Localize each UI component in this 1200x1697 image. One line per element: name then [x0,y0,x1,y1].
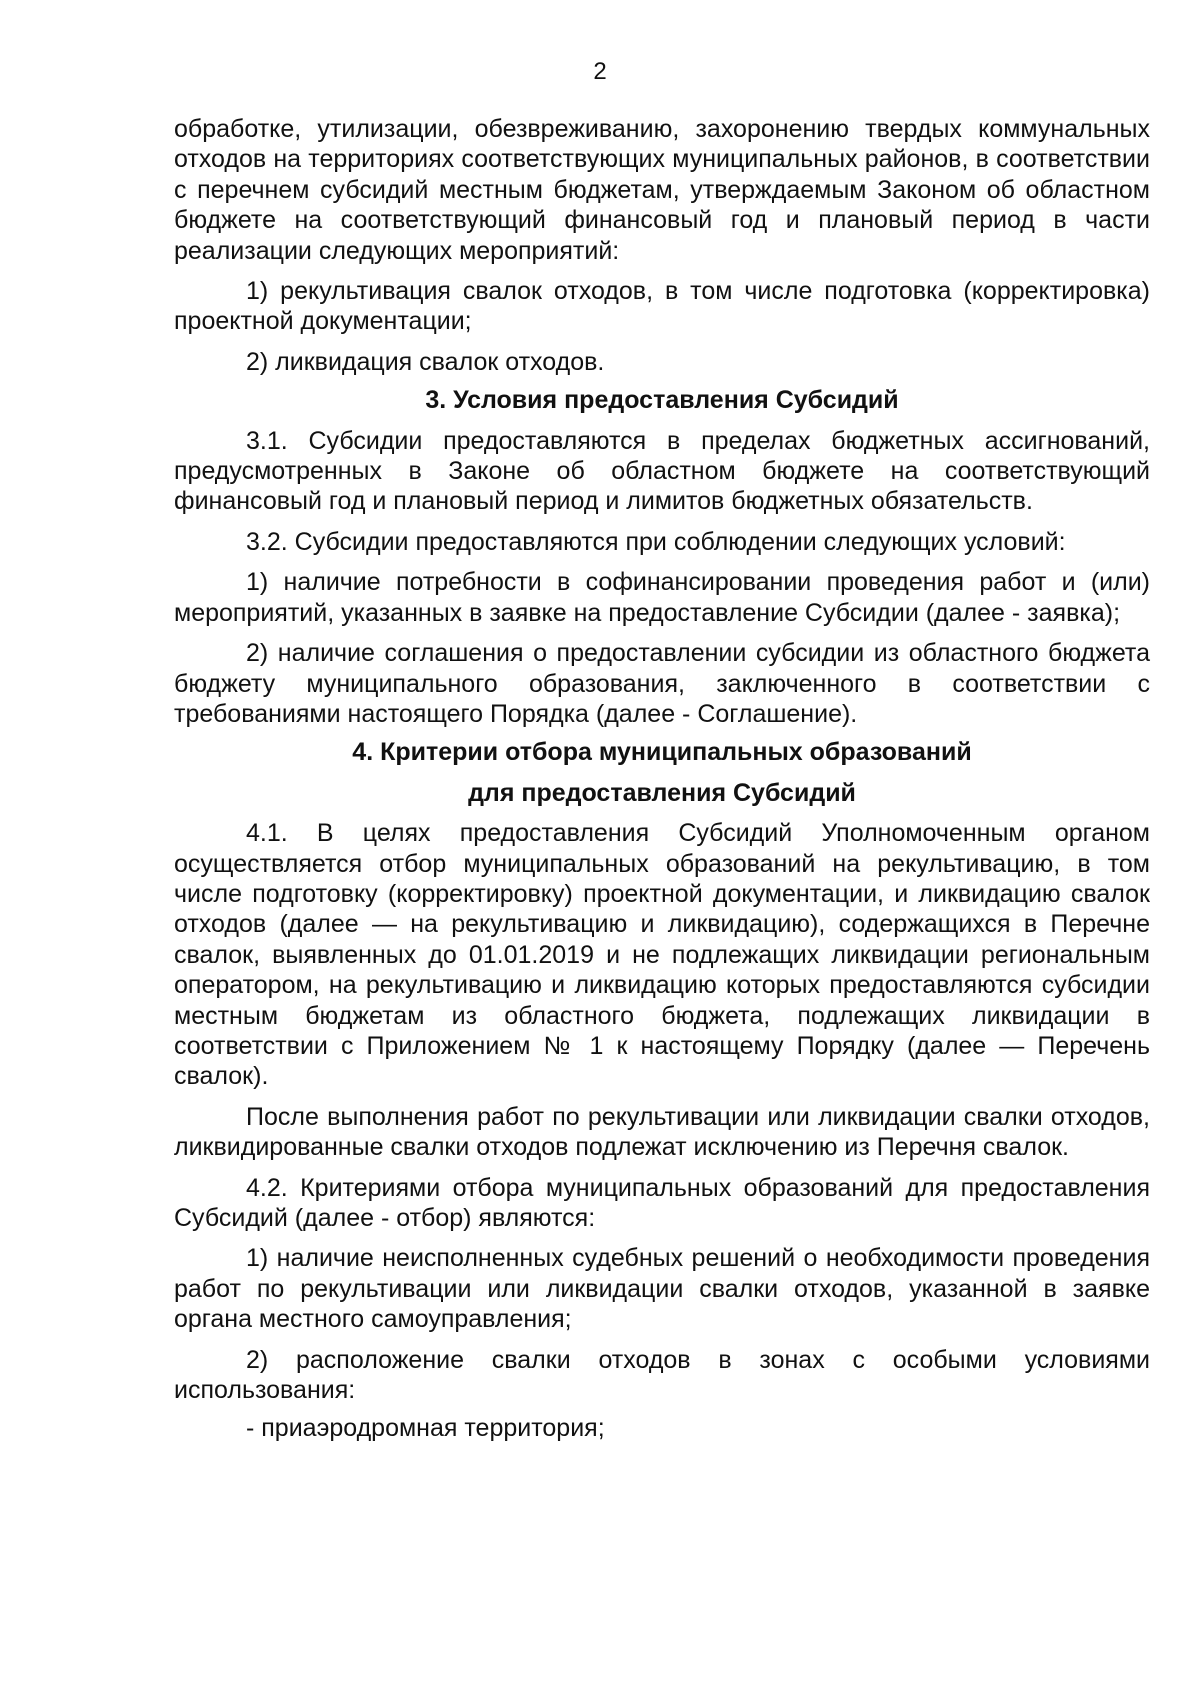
paragraph-condition-1: 1) наличие потребности в софинансировании проведения работ и (или) мероприятий, указанных в заявке на предоставление Субсидии (далее - заявка); [174,568,1150,627]
paragraph-condition-2: 2) наличие соглашения о предоставлении субсидии из областного бюджета бюджету муниципального образования, заключенного в соответствии с требованиями настоящего Порядка (далее - Соглашение). [174,639,1150,728]
paragraph-4-1: 4.1. В целях предоставления Субсидий Уполномоченным органом осуществляется отбор муниципальных образований на рекультивацию, в том числе подготовку (корректировку) проектной документации, и ликвидацию свалок отходов (далее — на рекультивацию и ликвидацию), содержащихся в Перечне свалок, выявленных до 01.01.2019 и не подлежащих ликвидации региональным оператором, на рекультивацию и ликвидацию которых предоставляются субсидии местным бюджетам из областного бюджета, подлежащих ликвидации в соответствии с Приложением № 1 к настоящему Порядку (далее — Перечень свалок). [174,819,1150,1091]
section-heading-3: 3. Условия предоставления Субсидий [425,386,899,415]
paragraph-zone-airfield: - приаэродромная территория; [246,1414,605,1443]
section-heading-4 [174,737,1150,808]
paragraph-3-1: 3.1. Субсидии предоставляются в пределах бюджетных ассигнований, предусмотренных в Законе об областном бюджете на соответствующий финансовый год и плановый период и лимитов бюджетных обязательств. [174,426,1150,516]
paragraph-criterion-1: 1) наличие неисполненных судебных решений о необходимости проведения работ по рекультивации или ликвидации свалки отходов, указанной в заявке органа местного самоуправления; [174,1244,1150,1334]
paragraph-after-works: После выполнения работ по рекультивации или ликвидации свалки отходов, ликвидированные свалки отходов подлежат исключению из Перечня свалок. [174,1102,1150,1162]
paragraph-3-2: 3.2. Субсидии предоставляются при соблюдении следующих условий: [246,527,1066,556]
paragraph-item-1: 1) рекультивация свалок отходов, в том числе подготовка (корректировка) проектной документации; [174,277,1150,336]
document-body [174,114,1150,1444]
paragraph-4-2: 4.2. Критериями отбора муниципальных образований для предоставления Субсидий (далее - отбор) являются: [174,1173,1150,1232]
paragraph-criterion-2: 2) расположение свалки отходов в зонах с особыми условиями использования: [174,1345,1150,1405]
paragraph-item-2: 2) ликвидация свалок отходов. [246,347,605,376]
section-heading-4-line-1: 4. Критерии отбора муниципальных образований [352,738,972,767]
paragraph-continuation: обработке, утилизации, обезвреживанию, захоронению твердых коммунальных отходов на территориях соответствующих муниципальных районов, в соответствии с перечнем субсидий местным бюджетам, утверждаемым Законом об областном бюджете на соответствующий финансовый год и плановый период в части реализации следующих мероприятий: [174,115,1150,265]
section-heading-4-line-2: для предоставления Субсидий [468,778,856,807]
page-number: 2 [593,58,607,85]
